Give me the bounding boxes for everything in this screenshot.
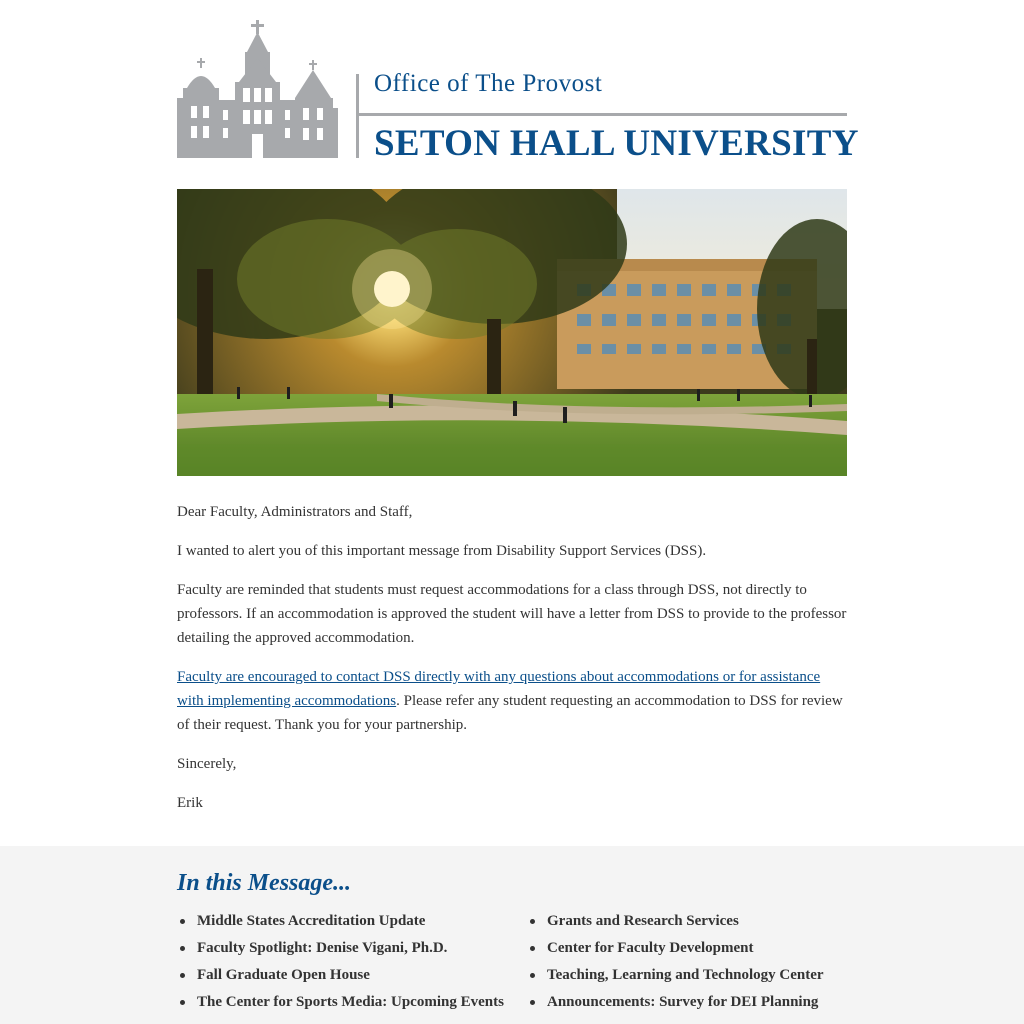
- church-logo-icon: [177, 18, 347, 164]
- in-this-message-title: In this Message...: [177, 870, 352, 896]
- list-item[interactable]: Announcements: Survey for DEI Planning: [527, 993, 847, 1011]
- list-item[interactable]: Center for Faculty Development: [527, 939, 847, 957]
- list-item[interactable]: Grants and Research Services: [527, 912, 847, 930]
- letter-paragraph-1: I wanted to alert you of this important message from Disability Support Services (DSS).: [177, 543, 707, 559]
- logo-office-of-provost: Office of The Provost: [374, 70, 603, 97]
- letter-paragraph-3-rest: . Please refer any student requesting an accommodation to DSS for review of their request. Thank you for your partnership.: [177, 693, 843, 733]
- list-item[interactable]: Middle States Accreditation Update: [177, 912, 507, 930]
- letter-paragraph-3: [177, 665, 847, 737]
- list-item[interactable]: Fall Graduate Open House: [177, 966, 507, 984]
- logo-divider-horizontal: [356, 113, 847, 116]
- letter-greeting: Dear Faculty, Administrators and Staff,: [177, 504, 413, 520]
- email-header: [177, 18, 859, 164]
- in-this-message-list-left: [177, 912, 507, 1020]
- hero-campus-image: [177, 189, 847, 476]
- list-item[interactable]: Faculty Spotlight: Denise Vigani, Ph.D.: [177, 939, 507, 957]
- letter-closing: Sincerely,: [177, 756, 237, 772]
- in-this-message-section: [0, 846, 1024, 1024]
- letter-signature: Erik: [177, 795, 203, 811]
- logo-divider-vertical: [356, 74, 359, 158]
- letter-paragraph-2: Faculty are reminded that students must request accommodations for a class through DSS, not directly to professors. If an accommodation is approved the student will have a letter from DSS to provide to the professor detailing the approved accommodation.: [177, 582, 847, 646]
- list-item[interactable]: The Center for Sports Media: Upcoming Events: [177, 993, 507, 1011]
- in-this-message-list-right: [527, 912, 847, 1020]
- letter-body: [177, 500, 847, 830]
- logo-university-name: SETON HALL UNIVERSITY: [374, 123, 859, 164]
- contact-dss-link[interactable]: Faculty are encouraged to contact DSS directly with any questions about accommodations or for assistance with implementing accommodations: [177, 669, 821, 709]
- list-item[interactable]: Teaching, Learning and Technology Center: [527, 966, 847, 984]
- campus-photo-illustration: [177, 189, 847, 476]
